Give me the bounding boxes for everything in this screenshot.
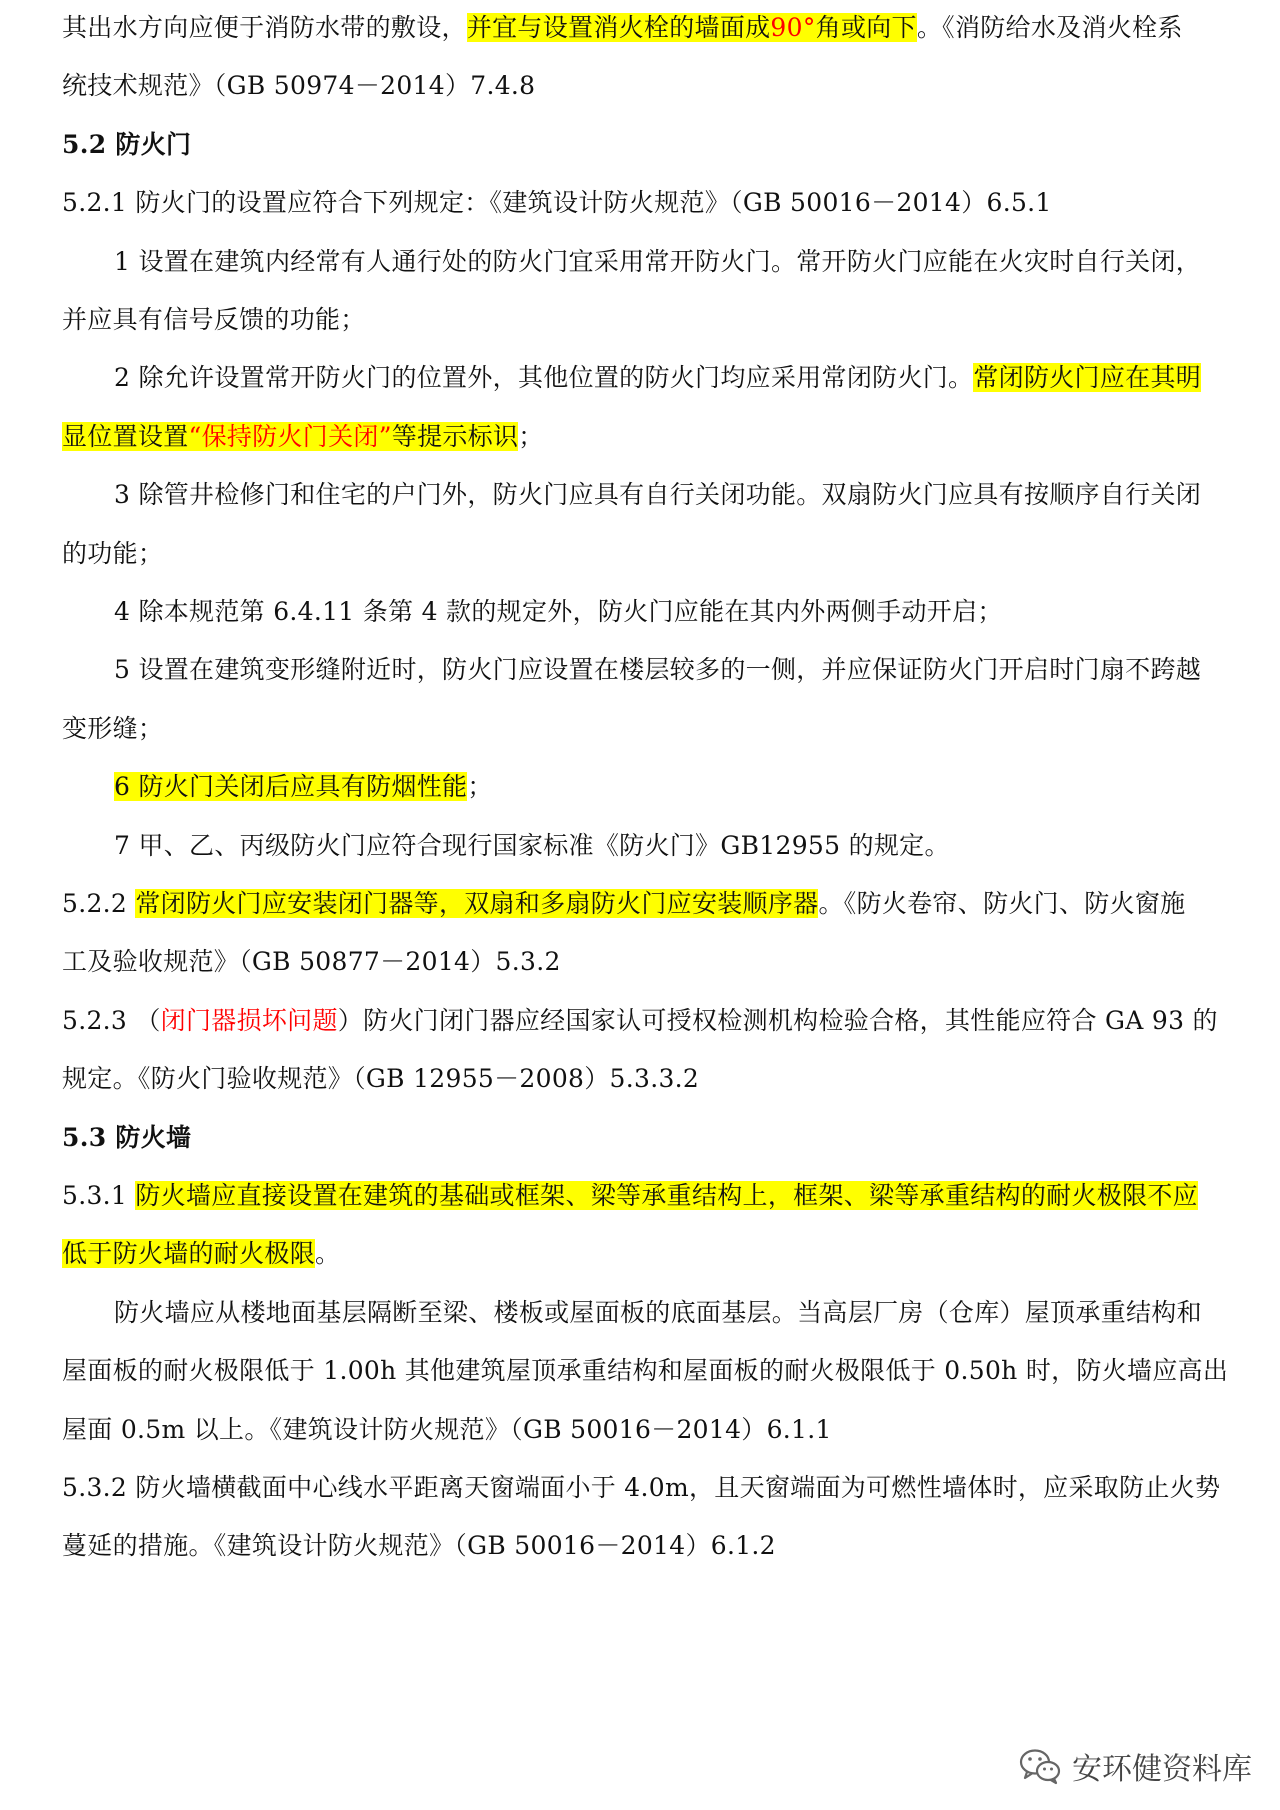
text-line <box>114 589 1003 635</box>
text-segment: 5.3.2 防火墙横截面中心线水平距离天窗端面小于 4.0m，且天窗端面为可燃性墙体时，应采取防止火势 <box>62 1473 1221 1502</box>
text-segment: 。 <box>315 1239 341 1269</box>
text-segment: 5.2.1 防火门的设置应符合下列规定：《建筑设计防火规范》（GB 50016－2014）6.5.1 <box>62 188 1052 218</box>
highlighted-text: 等提示标识 <box>391 421 519 451</box>
text-segment: ）防火门闭门器应经国家认可授权检测机构检验合格，其性能应符合 GA 93 的 <box>337 1005 1218 1035</box>
text-line <box>62 297 366 343</box>
text-segment: 其出水方向应便于消防水带的敷设， <box>62 13 467 42</box>
text-segment: 并应具有信号反馈的功能； <box>62 305 366 334</box>
text-line <box>62 939 561 985</box>
highlighted-text: 低于防火墙的耐火极限 <box>62 1239 316 1269</box>
text-line <box>62 1407 832 1453</box>
text-line <box>62 531 163 577</box>
section-heading <box>62 122 191 168</box>
text-line <box>62 1348 1228 1394</box>
text-segment: ； <box>518 421 544 451</box>
text-line <box>114 823 950 869</box>
text-line <box>114 355 1201 401</box>
text-line <box>62 180 1052 226</box>
text-line <box>62 1231 340 1277</box>
text-segment: ； <box>467 772 493 802</box>
text-line <box>114 472 1201 518</box>
text-line <box>62 706 163 752</box>
text-line <box>114 647 1201 693</box>
text-segment: 的功能； <box>62 538 164 568</box>
red-text: 闭门器损坏问题 <box>160 1005 338 1035</box>
watermark-label: 安环健资料库 <box>1072 1752 1252 1787</box>
highlighted-text: 防火墙应直接设置在建筑的基础或框架、梁等承重结构上，框架、梁等承重结构的耐火极限不应 <box>135 1181 1198 1210</box>
text-segment: 。《防火卷帘、防火门、防火窗施 <box>818 889 1186 918</box>
text-segment: 5.3 防火墙 <box>62 1122 192 1152</box>
text-line <box>62 414 544 460</box>
text-segment: 。《消防给水及消火栓系 <box>916 13 1183 42</box>
wechat-icon <box>1018 1746 1062 1786</box>
text-line <box>62 5 1183 51</box>
text-segment: 屋面 0.5m 以上。《建筑设计防火规范》（GB 50016－2014）6.1.1 <box>62 1414 832 1444</box>
text-segment: 蔓延的措施。《建筑设计防火规范》（GB 50016－2014）6.1.2 <box>62 1531 776 1561</box>
section-heading <box>62 1115 191 1161</box>
highlighted-text: 90° <box>770 13 816 42</box>
text-segment: 统技术规范》（GB 50974－2014）7.4.8 <box>62 71 536 101</box>
text-segment: 变形缝； <box>62 713 164 743</box>
text-segment: 1 设置在建筑内经常有人通行处的防火门宜采用常开防火门。常开防火门应能在火灾时自行关闭， <box>114 246 1202 276</box>
text-segment: 防火墙应从楼地面基层隔断至梁、楼板或屋面板的底面基层。当高层厂房（仓库）屋顶承重结构和 <box>114 1297 1202 1327</box>
text-segment: 3 除管井检修门和住宅的户门外，防火门应具有自行关闭功能。双扇防火门应具有按顺序自行关闭 <box>114 480 1202 510</box>
highlighted-text: 角或向下 <box>815 13 917 42</box>
text-segment: 屋面板的耐火极限低于 1.00h 其他建筑屋顶承重结构和屋面板的耐火极限低于 0.50h 时，防火墙应高出 <box>62 1356 1229 1386</box>
highlighted-text: “保持防火门关闭” <box>188 421 392 451</box>
highlighted-text: 显位置设置 <box>62 421 189 451</box>
text-line <box>114 764 493 810</box>
text-line <box>62 1465 1220 1511</box>
text-segment: 工及验收规范》（GB 50877－2014）5.3.2 <box>62 947 561 977</box>
highlighted-text: 6 防火门关闭后应具有防烟性能 <box>114 772 468 802</box>
text-segment: 5.2.2 <box>62 889 136 918</box>
text-line <box>62 1523 776 1569</box>
text-line <box>114 239 1201 285</box>
text-line <box>62 998 1218 1044</box>
highlighted-text: 常闭防火门应安装闭门器等，双扇和多扇防火门应安装顺序器 <box>135 889 819 918</box>
text-line <box>62 63 535 109</box>
text-segment: 5.2 防火门 <box>62 129 192 159</box>
text-line <box>62 881 1185 927</box>
highlighted-text: 常闭防火门应在其明 <box>973 363 1202 393</box>
text-segment: 4 除本规范第 6.4.11 条第 4 款的规定外，防火门应能在其内外两侧手动开启； <box>114 597 1003 626</box>
text-segment: 7 甲、乙、丙级防火门应符合现行国家标准《防火门》GB12955 的规定。 <box>114 830 950 860</box>
text-segment: 5.2.3 （ <box>62 1005 161 1035</box>
watermark <box>1018 1736 1252 1796</box>
text-line <box>62 1056 699 1102</box>
text-segment: 规定。《防火门验收规范》（GB 12955－2008）5.3.3.2 <box>62 1064 700 1094</box>
text-segment: 5 设置在建筑变形缝附近时，防火门应设置在楼层较多的一侧，并应保证防火门开启时门扇不跨越 <box>114 655 1202 685</box>
text-segment: 2 除允许设置常开防火门的位置外，其他位置的防火门均应采用常闭防火门。 <box>114 363 974 393</box>
text-line <box>62 1173 1198 1219</box>
highlighted-text: 并宜与设置消火栓的墙面成 <box>466 13 771 42</box>
text-segment: 5.3.1 <box>62 1181 136 1210</box>
text-line <box>114 1290 1202 1336</box>
